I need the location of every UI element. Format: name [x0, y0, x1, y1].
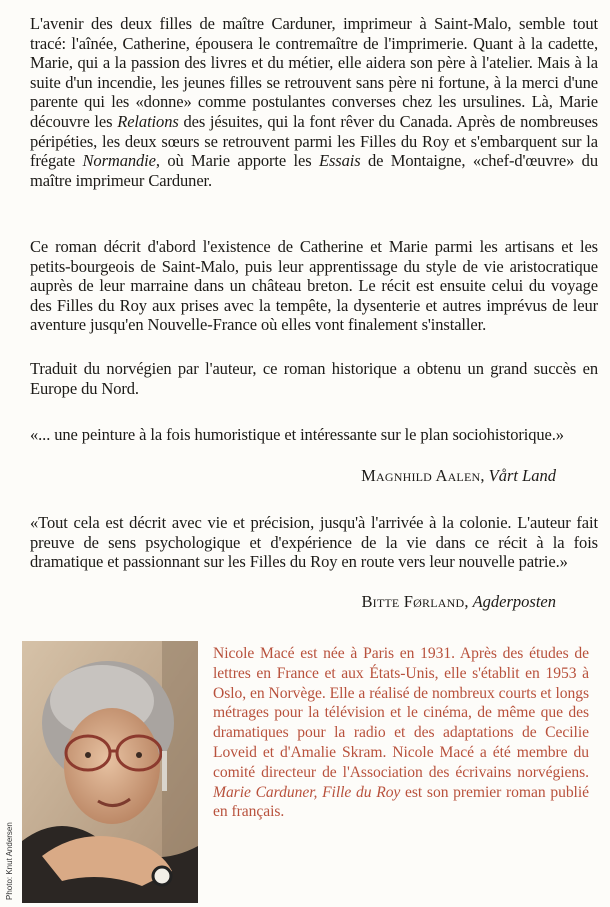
review-attribution-1: Magnhild Aalen, Vårt Land	[361, 466, 556, 485]
author-biography	[213, 644, 589, 822]
review-source-2: Agderposten	[472, 592, 556, 611]
p1-text-c: , où Marie apporte les	[155, 151, 319, 171]
p1-text-d: de Montaigne, «chef-d'œuvre» du maître imprimeur Carduner.	[30, 151, 598, 190]
author-photo	[22, 641, 198, 903]
photo-credit: Photo: Knut Andersen	[5, 822, 14, 900]
review-quote-1: «... une peinture à la fois humoristique et intéressante sur le plan sociohistorique.»	[30, 425, 564, 444]
p1-title-relations: Relations	[117, 111, 179, 131]
p1-title-essais: Essais	[319, 151, 361, 171]
review-author-1: Magnhild Aalen	[361, 466, 481, 485]
review-quote-2: «Tout cela est décrit avec vie et précision, jusqu'à l'arrivée à la colonie. L'auteur fait preuve de sens psychologique et d'expérience de la vie dans ce récit à la fois dramatique et passionnant sur les Filles du Roy en route vers leur nouvelle patrie.»	[30, 513, 598, 572]
synopsis-paragraph-2: Ce roman décrit d'abord l'existence de Catherine et Marie parmi les artisans et les petits-bourgeois de Saint-Malo, puis leur apprentissage du style de vie aristocratique auprès de leur marraine dans un château breton. Le récit est ensuite celui du voyage des Filles du Roy aux prises avec la tempête, la dysenterie et autres imprévus de leur aventure jusqu'en Nouvelle-France où elles vont finalement s'installer.	[30, 237, 598, 335]
review-author-2: Bitte Førland	[361, 592, 465, 611]
review-attribution-2: Bitte Førland, Agderposten	[361, 592, 556, 611]
synopsis-paragraph-1	[30, 14, 598, 190]
author-portrait-image	[22, 641, 198, 903]
review-source-1: Vårt Land	[488, 466, 556, 485]
translation-note: Traduit du norvégien par l'auteur, ce roman historique a obtenu un grand succès en Europe du Nord.	[30, 359, 598, 398]
bio-text-a: Nicole Macé est née à Paris en 1931. Après des études de lettres en France et aux États-Unis, elle s'établit en 1953 à Oslo, en Norvège. Elle a réalisé de nombreux courts et longs métrages pour la télévision et le cinéma, de même que des dramatiques pour la radio et des adaptations de Cecilie Loveid et d'Amalie Skram. Nicole Macé a été membre du comité directeur de l'Association des écrivains norvégiens.	[213, 645, 589, 781]
p1-text-b: des jésuites, qui la font rêver du Canada. Après de nombreuses péripéties, les deux sœurs se retrouvent parmi les Filles du Roy et s'embarquent sur la frégate	[30, 111, 598, 171]
bio-text-b: est son premier roman publié en français.	[213, 783, 589, 821]
p1-text-a: L'avenir des deux filles de maître Carduner, imprimeur à Saint-Malo, semble tout tracé: l'aînée, Catherine, épousera le contremaître de l'imprimerie. Quant à la cadette, Marie, qui a la passion des livres et du métier, elle aidera son père à l'atelier. Mais à la suite d'un incendie, les jeunes filles se retrouvent sans père ni fortune, à la merci d'une parente qui les «donne» comme postulantes converses chez les ursulines. Là, Marie découvre les	[30, 14, 598, 131]
p1-title-normandie: Normandie	[82, 151, 156, 171]
bio-book-title: Marie Carduner, Fille du Roy	[213, 783, 401, 801]
